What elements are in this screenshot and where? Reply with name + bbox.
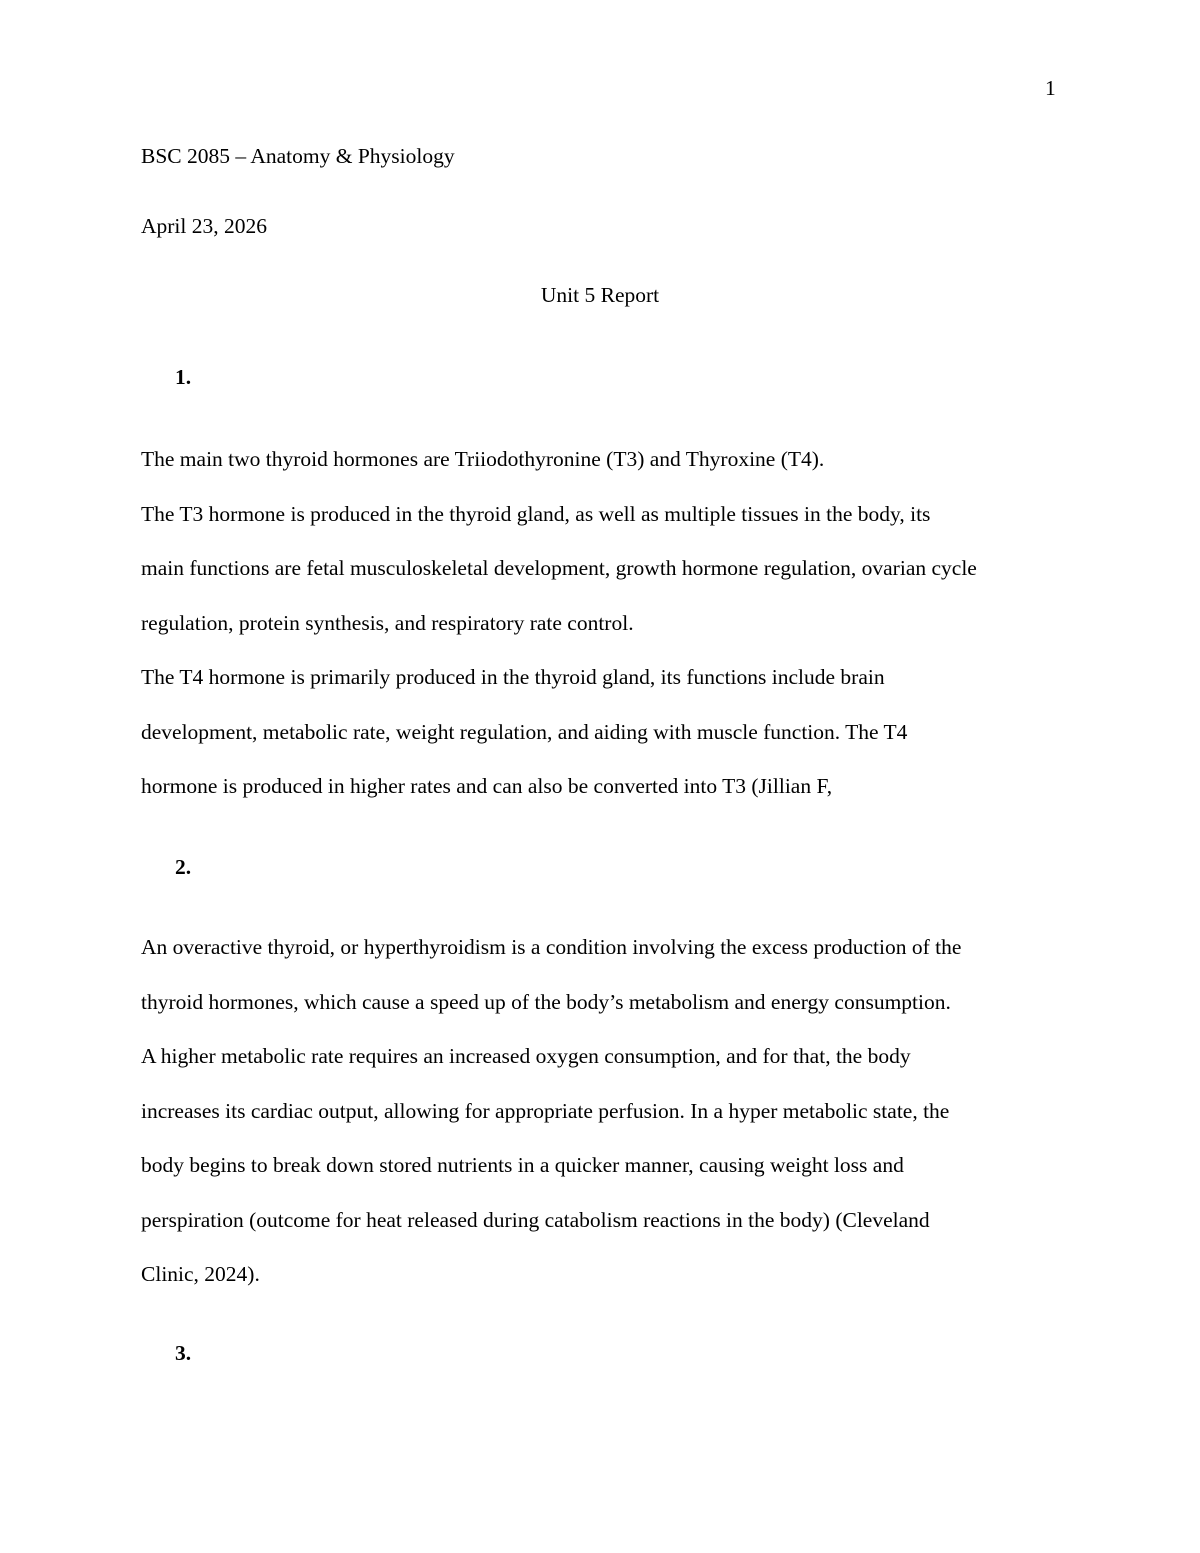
course-line: BSC 2085 – Anatomy & Physiology bbox=[141, 144, 455, 168]
section-1-heading: 1. bbox=[175, 365, 192, 389]
paragraph-line: perspiration (outcome for heat released during catabolism reactions in the body) (Cleveland bbox=[141, 1207, 930, 1232]
section-2-body bbox=[141, 920, 1066, 1302]
paragraph-line: An overactive thyroid, or hyperthyroidism is a condition involving the excess production of the bbox=[141, 935, 962, 959]
paragraph-line: hormone is produced in higher rates and can also be converted into T3 (Jillian F, bbox=[141, 774, 833, 798]
paragraph-line: main functions are fetal musculoskeletal development, growth hormone regulation, ovarian cycle bbox=[141, 556, 977, 580]
section-1-body bbox=[141, 432, 1066, 814]
paragraph-line: body begins to break down stored nutrients in a quicker manner, causing weight loss and bbox=[141, 1153, 904, 1177]
paragraph-line: thyroid hormones, which cause a speed up of the body’s metabolism and energy consumption. bbox=[141, 989, 951, 1014]
paragraph-line: The main two thyroid hormones are Triiodothyronine (T3) and Thyroxine (T4). bbox=[141, 447, 825, 471]
paragraph-line: Clinic, 2024). bbox=[141, 1262, 260, 1286]
section-3-heading: 3. bbox=[175, 1341, 192, 1365]
paragraph-line: development, metabolic rate, weight regulation, and aiding with muscle function. The T4 bbox=[141, 719, 908, 744]
section-2-heading: 2. bbox=[175, 855, 192, 879]
paragraph-line: increases its cardiac output, allowing for appropriate perfusion. In a hyper metabolic state, the bbox=[141, 1098, 950, 1123]
date-line: April 23, 2026 bbox=[141, 214, 268, 238]
paragraph-line: The T3 hormone is produced in the thyroid gland, as well as multiple tissues in the body, its bbox=[141, 501, 931, 526]
paragraph-line: A higher metabolic rate requires an increased oxygen consumption, and for that, the body bbox=[141, 1044, 911, 1068]
report-title: Unit 5 Report bbox=[540, 283, 660, 307]
page-number: 1 bbox=[1045, 76, 1056, 100]
paragraph-line: regulation, protein synthesis, and respiratory rate control. bbox=[141, 610, 634, 635]
paragraph-line: The T4 hormone is primarily produced in the thyroid gland, its functions include brain bbox=[141, 665, 885, 689]
